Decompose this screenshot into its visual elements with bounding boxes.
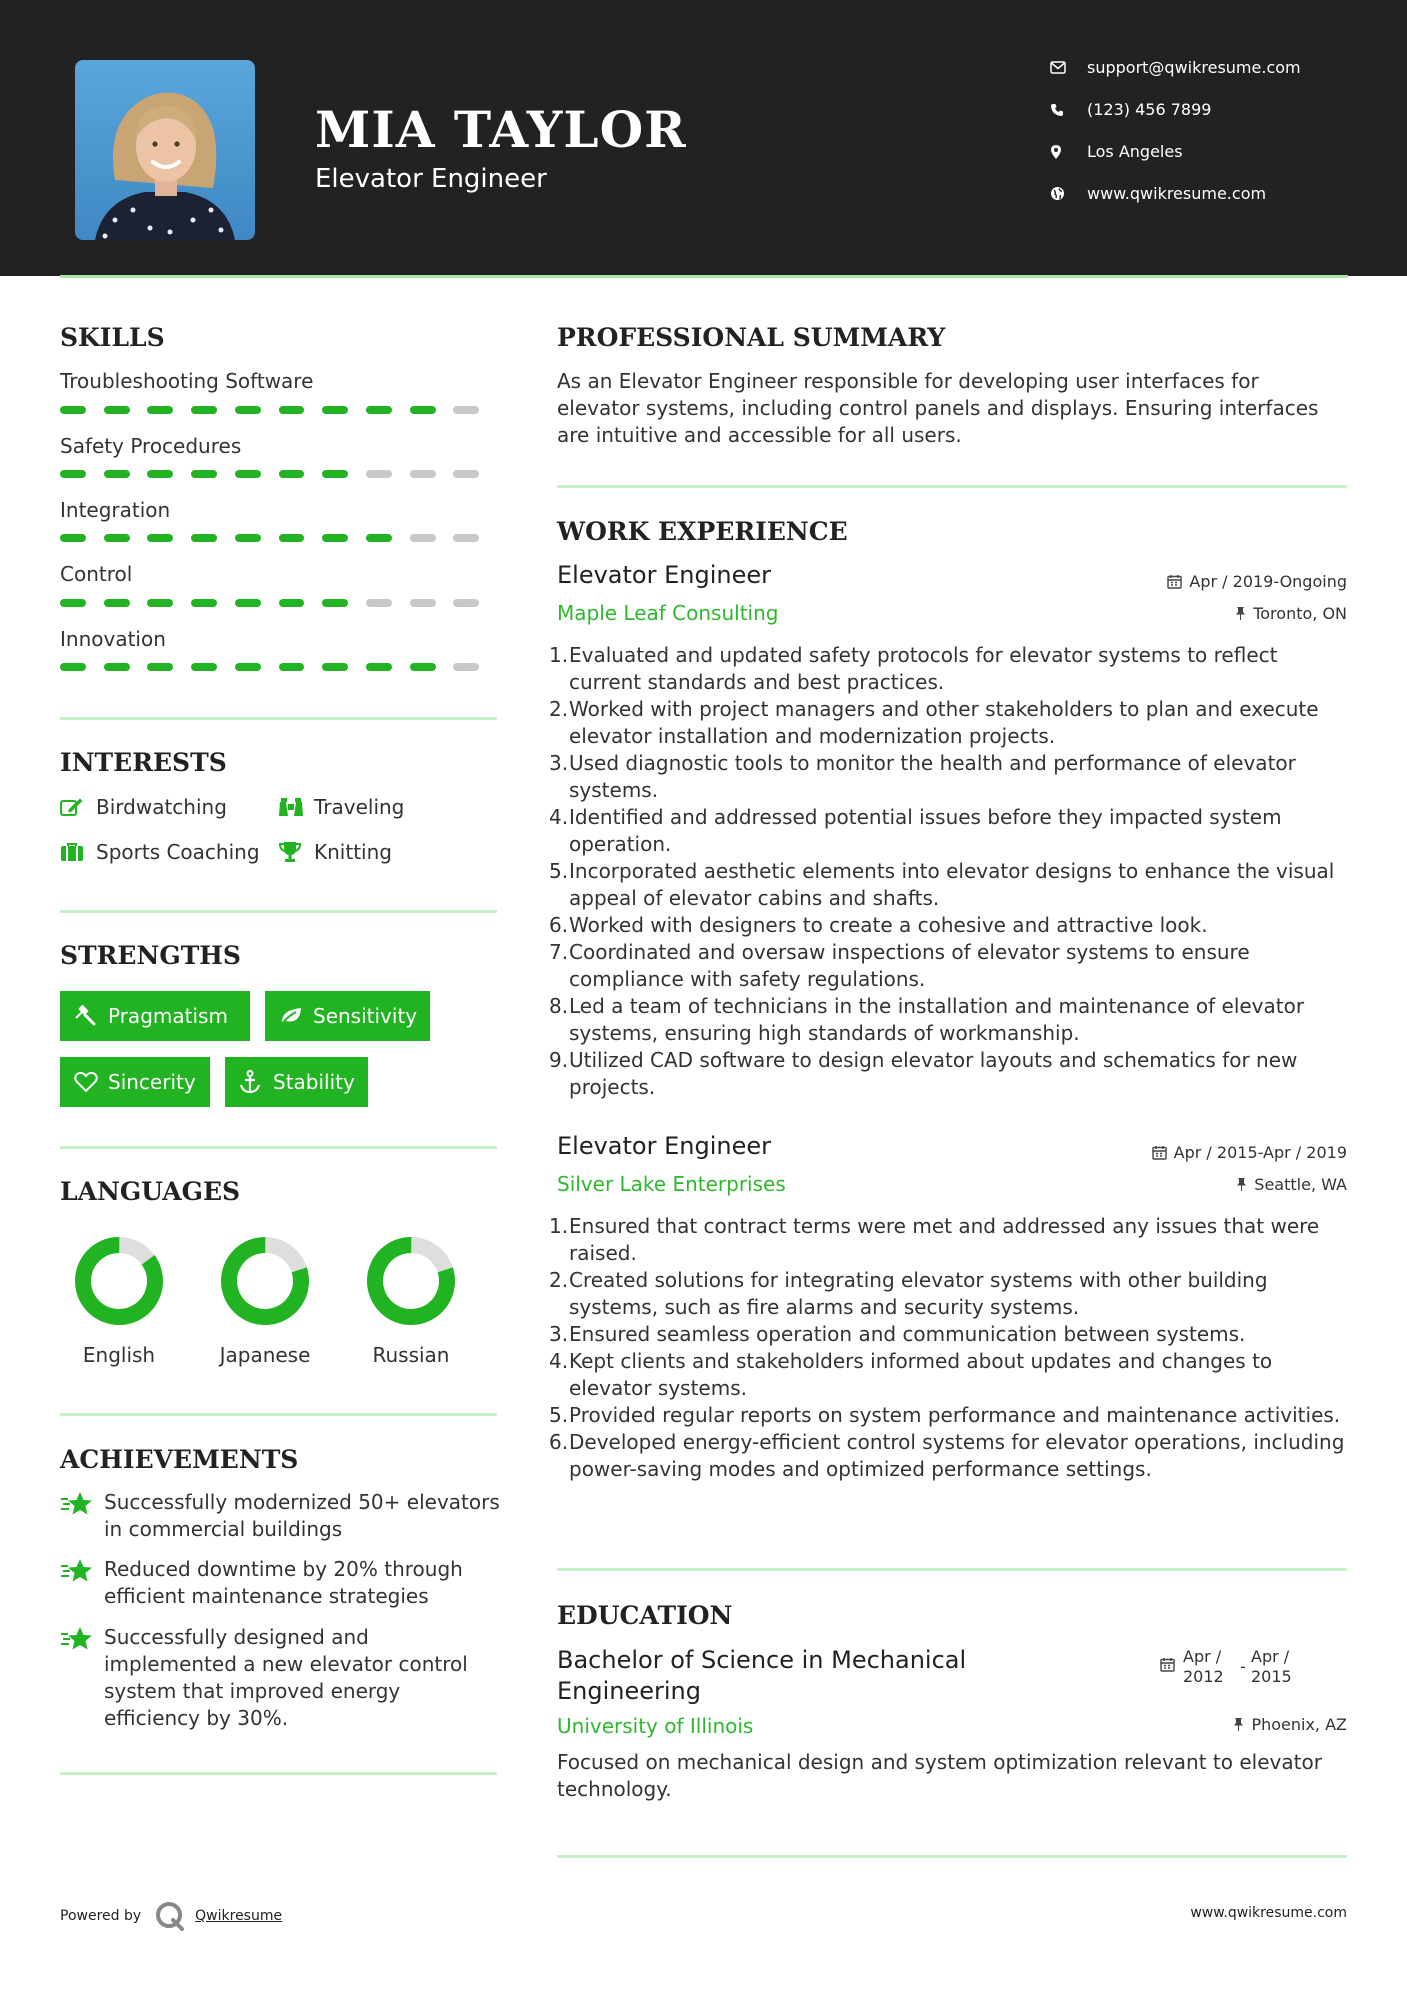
pushpin-icon — [1233, 1717, 1244, 1732]
duty-number: 2. — [549, 697, 569, 721]
skill-dot-filled — [322, 406, 348, 414]
job-title: Elevator Engineer — [557, 561, 771, 589]
strength-label: Pragmatism — [108, 1004, 228, 1028]
duty-text: Provided regular reports on system performance and maintenance activities. — [569, 1403, 1341, 1427]
job-dates — [1167, 572, 1347, 591]
achievement-item — [60, 1556, 500, 1610]
edit-icon — [60, 797, 96, 817]
language-ring-fill — [220, 1236, 310, 1326]
skill-dot-empty — [410, 534, 436, 542]
duty-number: 5. — [549, 859, 569, 883]
calendar-icon — [1160, 1657, 1175, 1672]
duty-item — [549, 858, 1347, 912]
contact-location[interactable] — [1050, 142, 1350, 161]
interest-item — [60, 795, 227, 819]
duty-text: Used diagnostic tools to monitor the health and performance of elevator systems. — [569, 751, 1296, 802]
skill-dot-filled — [147, 470, 173, 478]
job-location-text: Toronto, ON — [1253, 604, 1347, 623]
skill-dot-filled — [104, 470, 130, 478]
education-heading: EDUCATION — [557, 1601, 733, 1630]
star-icon — [60, 1556, 104, 1610]
interest-label: Sports Coaching — [96, 840, 260, 864]
strength-label: Sensitivity — [313, 1004, 418, 1028]
duty-number: 7. — [549, 940, 569, 964]
skill-name: Troubleshooting Software — [60, 369, 314, 393]
skill-dot-filled — [60, 470, 86, 478]
duty-text: Incorporated aesthetic elements into elevator designs to enhance the visual appeal of elevator cabins and shafts. — [569, 859, 1335, 910]
skill-dot-filled — [279, 534, 305, 542]
skill-rating — [60, 599, 497, 607]
skill-dot-filled — [410, 406, 436, 414]
duty-item — [549, 696, 1347, 750]
experience-heading: WORK EXPERIENCE — [557, 517, 848, 546]
skill-name: Integration — [60, 498, 171, 522]
duty-item — [549, 804, 1347, 858]
powered-by-text: Powered by — [60, 1908, 142, 1924]
duty-text: Utilized CAD software to design elevator layouts and schematics for new projects. — [569, 1048, 1298, 1099]
skill-dot-filled — [279, 599, 305, 607]
skill-dot-filled — [366, 534, 392, 542]
skill-dot-filled — [147, 406, 173, 414]
duty-text: Led a team of technicians in the installation and maintenance of elevator systems, ensuring high standards of workmanship. — [569, 994, 1305, 1045]
duty-item — [549, 1047, 1347, 1101]
profile-photo — [75, 60, 255, 240]
skill-dot-filled — [147, 534, 173, 542]
job-dates-text: Apr / 2019-Ongoing — [1189, 572, 1347, 591]
duty-number: 4. — [549, 805, 569, 829]
section-divider — [60, 1772, 497, 1775]
duty-text: Identified and addressed potential issues before they impacted system operation. — [569, 805, 1282, 856]
skill-dot-empty — [453, 663, 479, 671]
skill-dot-filled — [191, 663, 217, 671]
candidate-name: MIA TAYLOR — [315, 100, 687, 159]
skill-dot-filled — [104, 663, 130, 671]
achievement-item — [60, 1489, 500, 1543]
strength-badge — [265, 991, 430, 1041]
skill-dot-filled — [60, 406, 86, 414]
envelope-icon — [1050, 61, 1087, 74]
skill-dot-filled — [60, 599, 86, 607]
header-divider — [60, 275, 1348, 278]
job-location-text: Seattle, WA — [1254, 1175, 1347, 1194]
skill-dot-filled — [322, 663, 348, 671]
language-label: English — [82, 1343, 156, 1367]
skill-rating — [60, 406, 497, 414]
skill-name: Innovation — [60, 627, 166, 651]
language-label: Japanese — [219, 1343, 311, 1367]
contact-phone[interactable] — [1050, 100, 1350, 119]
languages-heading: LANGUAGES — [60, 1177, 241, 1206]
skill-dot-filled — [191, 406, 217, 414]
contact-email[interactable] — [1050, 58, 1350, 77]
education-location — [1233, 1715, 1347, 1734]
skill-dot-empty — [453, 534, 479, 542]
skill-dot-filled — [60, 534, 86, 542]
section-divider — [557, 1855, 1347, 1858]
strength-badge — [225, 1057, 368, 1107]
star-icon — [60, 1624, 104, 1732]
language-ring — [220, 1236, 310, 1326]
footer-website[interactable]: www.qwikresume.com — [1190, 1905, 1347, 1921]
footer-branding — [60, 1900, 282, 1932]
duty-text: Ensured seamless operation and communication between systems. — [569, 1322, 1246, 1346]
duty-item — [549, 642, 1347, 696]
duty-text: Ensured that contract terms were met and addressed any issues that were raised. — [569, 1214, 1320, 1265]
language-ring — [366, 1236, 456, 1326]
skill-dot-filled — [191, 470, 217, 478]
skill-dot-empty — [453, 470, 479, 478]
duty-number: 9. — [549, 1048, 569, 1072]
skill-dot-filled — [235, 599, 261, 607]
duty-number: 4. — [549, 1349, 569, 1373]
heart-icon — [74, 1071, 108, 1093]
duty-text: Developed energy-efficient control systems for elevator operations, including power-saving modes and optimized performance settings. — [569, 1430, 1345, 1481]
globe-icon — [1050, 186, 1087, 201]
education-dates — [1160, 1647, 1299, 1687]
job-title: Elevator Engineer — [557, 1132, 771, 1160]
strength-label: Sincerity — [108, 1070, 196, 1094]
pushpin-icon — [1236, 1177, 1247, 1192]
briefcase-icon — [60, 842, 96, 862]
candidate-role: Elevator Engineer — [315, 164, 547, 194]
skill-dot-filled — [191, 599, 217, 607]
duty-text: Evaluated and updated safety protocols for elevator systems to reflect current standards and best practices. — [569, 643, 1278, 694]
binoculars-icon — [278, 796, 314, 818]
education-location-text: Phoenix, AZ — [1251, 1715, 1347, 1734]
duty-text: Coordinated and oversaw inspections of elevator systems to ensure compliance with safety regulations. — [569, 940, 1250, 991]
language-label: Russian — [372, 1343, 450, 1367]
skill-dot-filled — [366, 663, 392, 671]
section-divider — [557, 485, 1347, 488]
duty-number: 8. — [549, 994, 569, 1018]
section-divider — [60, 1146, 497, 1149]
skill-rating — [60, 470, 497, 478]
skill-dot-filled — [147, 599, 173, 607]
contact-website[interactable] — [1050, 184, 1350, 203]
duty-number: 2. — [549, 1268, 569, 1292]
section-divider — [60, 1413, 497, 1416]
duty-number: 3. — [549, 751, 569, 775]
skills-heading: SKILLS — [60, 323, 165, 352]
job-location — [1236, 1175, 1347, 1194]
education-end: Apr / 2015 — [1251, 1647, 1292, 1686]
skill-dot-filled — [279, 406, 305, 414]
language-ring-fill — [74, 1236, 164, 1326]
skill-dot-filled — [235, 663, 261, 671]
duty-number: 3. — [549, 1322, 569, 1346]
skill-dot-filled — [322, 470, 348, 478]
skill-dot-empty — [410, 599, 436, 607]
skill-dot-empty — [410, 470, 436, 478]
duty-number: 5. — [549, 1403, 569, 1427]
calendar-icon — [1167, 574, 1182, 589]
duty-text: Worked with project managers and other stakeholders to plan and execute elevator installation and modernization projects. — [569, 697, 1319, 748]
achievement-text: Successfully designed and implemented a new elevator control system that improved energy efficiency by 30%. — [104, 1625, 468, 1730]
skill-rating — [60, 534, 497, 542]
duty-text: Created solutions for integrating elevator systems with other building systems, such as fire alarms and security systems. — [569, 1268, 1268, 1319]
achievement-item — [60, 1624, 500, 1732]
interest-item — [60, 840, 260, 864]
degree-title: Bachelor of Science in Mechanical Engineering — [557, 1646, 967, 1705]
anchor-icon — [239, 1070, 273, 1094]
company-name: Maple Leaf Consulting — [557, 601, 779, 625]
contact-phone-text: (123) 456 7899 — [1087, 100, 1212, 119]
gavel-icon — [74, 1005, 108, 1027]
skill-rating — [60, 663, 497, 671]
qwikresume-logo-icon — [153, 1900, 187, 1932]
education-start: Apr / 2012 — [1183, 1647, 1224, 1686]
skill-dot-filled — [279, 470, 305, 478]
duty-item — [549, 993, 1347, 1047]
qwikresume-link[interactable]: Qwikresume — [195, 1908, 283, 1924]
skill-dot-filled — [235, 534, 261, 542]
trophy-icon — [278, 841, 314, 863]
star-icon — [60, 1489, 104, 1543]
job-duties — [549, 642, 1347, 1101]
contact-website-text: www.qwikresume.com — [1087, 184, 1267, 203]
duty-item — [549, 750, 1347, 804]
achievement-text: Reduced downtime by 20% through efficient maintenance strategies — [104, 1557, 463, 1608]
strengths-heading: STRENGTHS — [60, 941, 241, 970]
skill-dot-filled — [279, 663, 305, 671]
skill-dot-filled — [235, 406, 261, 414]
skill-dot-filled — [147, 663, 173, 671]
contact-email-text: support@qwikresume.com — [1087, 58, 1301, 77]
skill-dot-filled — [366, 406, 392, 414]
resume-header — [0, 0, 1407, 276]
job-dates — [1152, 1143, 1347, 1162]
interest-item — [278, 840, 392, 864]
job-location — [1235, 604, 1347, 623]
section-divider — [60, 717, 497, 720]
duty-item — [549, 912, 1347, 939]
summary-heading: PROFESSIONAL SUMMARY — [557, 323, 946, 352]
duty-item — [549, 1429, 1347, 1483]
job-duties — [549, 1213, 1347, 1483]
language-ring-fill — [366, 1236, 456, 1326]
duty-text: Kept clients and stakeholders informed about updates and changes to elevator systems. — [569, 1349, 1273, 1400]
achievements-heading: ACHIEVEMENTS — [60, 1445, 299, 1474]
duty-number: 6. — [549, 913, 569, 937]
duty-text: Worked with designers to create a cohesive and attractive look. — [569, 913, 1208, 937]
skill-dot-empty — [366, 470, 392, 478]
duty-number: 1. — [549, 643, 569, 667]
interest-label: Birdwatching — [96, 795, 227, 819]
skill-dot-empty — [453, 599, 479, 607]
skill-dot-filled — [104, 599, 130, 607]
section-divider — [60, 910, 497, 913]
map-pin-icon — [1050, 144, 1087, 160]
skill-name: Safety Procedures — [60, 434, 242, 458]
date-separator: - — [1240, 1657, 1246, 1676]
skill-dot-filled — [191, 534, 217, 542]
strength-badge — [60, 991, 250, 1041]
interests-heading: INTERESTS — [60, 748, 227, 777]
school-name: University of Illinois — [557, 1714, 754, 1738]
job-dates-text: Apr / 2015-Apr / 2019 — [1173, 1143, 1347, 1162]
pushpin-icon — [1235, 606, 1246, 621]
skill-dot-empty — [366, 599, 392, 607]
interest-label: Knitting — [314, 840, 392, 864]
company-name: Silver Lake Enterprises — [557, 1172, 786, 1196]
strength-badge — [60, 1057, 210, 1107]
phone-icon — [1050, 103, 1087, 117]
skill-dot-filled — [410, 663, 436, 671]
skill-dot-filled — [235, 470, 261, 478]
duty-item — [549, 1321, 1347, 1348]
interest-item — [278, 795, 404, 819]
duty-item — [549, 1348, 1347, 1402]
duty-item — [549, 939, 1347, 993]
calendar-icon — [1152, 1145, 1167, 1160]
skill-dot-filled — [322, 534, 348, 542]
language-ring — [74, 1236, 164, 1326]
leaf-icon — [279, 1006, 313, 1026]
skill-name: Control — [60, 562, 133, 586]
skill-dot-filled — [104, 406, 130, 414]
achievement-text: Successfully modernized 50+ elevators in commercial buildings — [104, 1490, 500, 1541]
summary-text: As an Elevator Engineer responsible for developing user interfaces for elevator systems, including control panels and displays. Ensuring interfaces are intuitive and accessible for all users. — [557, 369, 1319, 447]
skill-dot-filled — [322, 599, 348, 607]
duty-number: 6. — [549, 1430, 569, 1454]
duty-number: 1. — [549, 1214, 569, 1238]
skill-dot-filled — [60, 663, 86, 671]
strength-label: Stability — [273, 1070, 355, 1094]
skill-dot-filled — [104, 534, 130, 542]
section-divider — [557, 1568, 1347, 1571]
duty-item — [549, 1213, 1347, 1267]
duty-item — [549, 1402, 1347, 1429]
skill-dot-empty — [453, 406, 479, 414]
interest-label: Traveling — [314, 795, 405, 819]
duty-item — [549, 1267, 1347, 1321]
education-description: Focused on mechanical design and system optimization relevant to elevator technology. — [557, 1750, 1322, 1801]
contact-location-text: Los Angeles — [1087, 142, 1183, 161]
